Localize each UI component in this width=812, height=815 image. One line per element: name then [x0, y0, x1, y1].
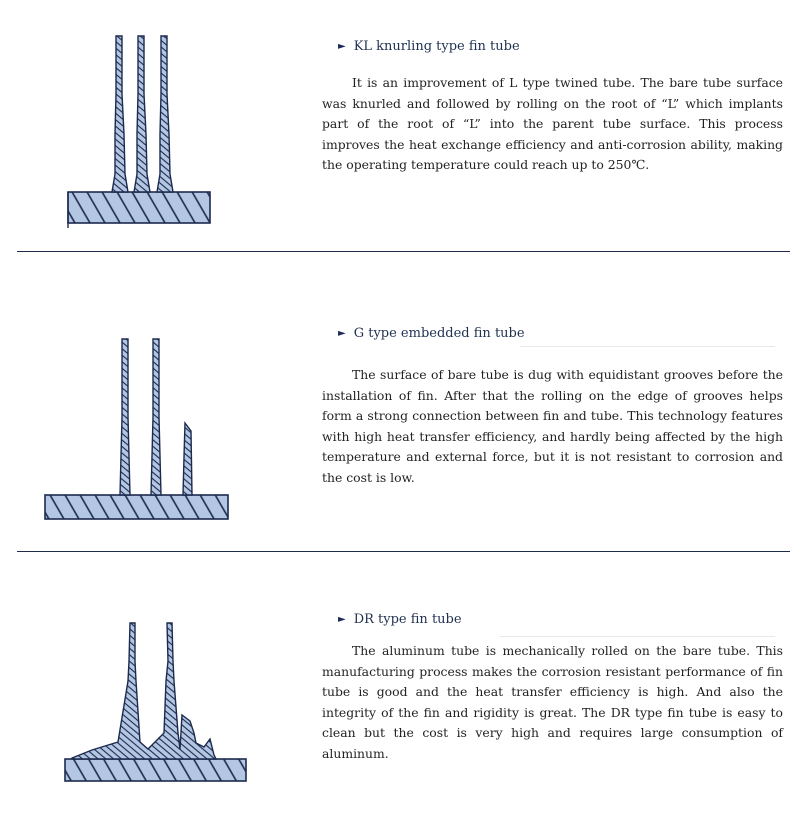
- fin: [134, 36, 150, 192]
- dr-description: The aluminum tube is mechanically rolled on the bare tube. This manufacturing process makes the corrosion resistant performance of fin tube is good and the heat transfer efficiency is high. And also the integrity of the fin and rigidity is great. The DR type fin tube is easy to clean but the cost is very high and requires large consumption of aluminum.: [322, 643, 783, 761]
- dr-fin-tube-diagram: [62, 621, 250, 785]
- section-divider: [17, 251, 790, 252]
- kl-description: It is an improvement of L type twined tube. The bare tube surface was knurled and followed by rolling on the root of “L” which implants part of the root of “L” into the parent tube surface. This process improves the heat exchange efficiency and anti-corrosion ability, making the operating temperature could reach up to 250℃.: [322, 75, 783, 173]
- fin: [112, 36, 128, 192]
- fin: [157, 36, 173, 192]
- g-heading: [338, 326, 525, 341]
- arrow-bullet-icon: ►: [338, 614, 346, 625]
- dr-heading-text: DR type fin tube: [353, 612, 462, 627]
- arrow-bullet-icon: ►: [338, 328, 346, 339]
- fin: [120, 339, 130, 495]
- fin: [151, 339, 161, 495]
- section-divider: [17, 551, 790, 552]
- kl-fin-tube-diagram: [64, 34, 214, 228]
- fin: [72, 623, 216, 759]
- g-description: The surface of bare tube is dug with equidistant grooves before the installation of fin. After that the rolling on the edge of grooves helps form a strong connection between fin and tube. This technology features with high heat transfer efficiency, and hardly being affected by the high temperature and external force, but it is not resistant to corrosion and the cost is low.: [322, 367, 783, 485]
- fin: [183, 423, 192, 495]
- faint-rule: [520, 346, 775, 347]
- kl-section: [0, 0, 812, 250]
- g-heading-text: G type embedded fin tube: [353, 326, 525, 341]
- tube-wall: [65, 759, 246, 781]
- faint-rule: [500, 636, 775, 637]
- g-section: [0, 253, 812, 551]
- dr-heading: [338, 612, 462, 627]
- kl-heading-text: KL knurling type fin tube: [353, 39, 520, 54]
- tube-wall: [68, 192, 210, 223]
- tube-wall: [45, 495, 228, 519]
- dr-section: [0, 553, 812, 815]
- arrow-bullet-icon: ►: [338, 41, 346, 52]
- kl-heading: [338, 39, 520, 54]
- g-fin-tube-diagram: [42, 337, 232, 523]
